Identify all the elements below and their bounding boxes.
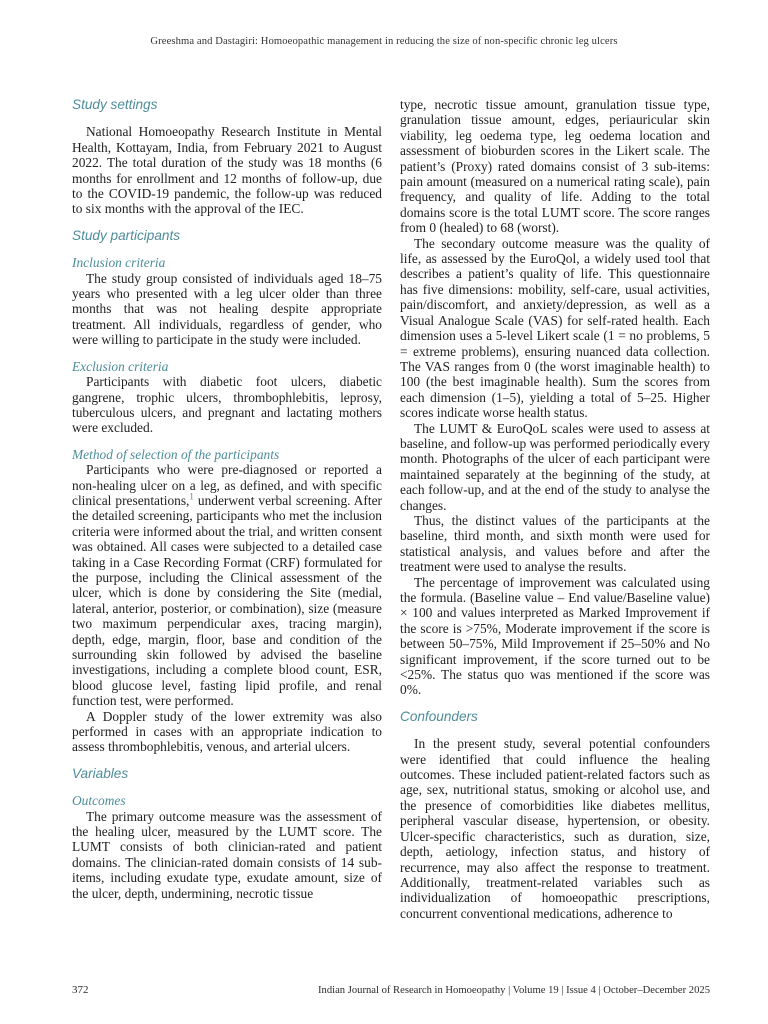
section-heading-study-settings: Study settings xyxy=(72,97,158,112)
paragraph-inclusion-criteria: The study group consisted of individuals aged 18–75 years who presented with a leg ulcer older than three months that was not healing despite appropriate treatment. All individuals, regardless of gender, who were willing to participate in the study were included. xyxy=(72,270,382,348)
article-body xyxy=(72,97,710,921)
paragraph-statistical-values: Thus, the distinct values of the participants at the baseline, third month, and sixth month were used for statistical analysis, and values before and after the treatment were used to analyse the results. xyxy=(400,512,710,575)
running-head: Greeshma and Dastagiri: Homoeopathic management in reducing the size of non-specific chronic leg ulcers xyxy=(150,36,618,47)
journal-footer-line: Indian Journal of Research in Homoeopathy | Volume 19 | Issue 4 | October–December 2025 xyxy=(318,985,710,996)
paragraph-method-of-selection xyxy=(72,462,382,709)
paragraph-percentage-improvement: The percentage of improvement was calculated using the formula. (Baseline value – End value/Baseline value) × 100 and values interpreted as Marked Improvement if the score is >75%, Moderate improvement if the score is between 50–75%, Mild Improvement if 25–50% and No significant improvement, if the score turned out to be <25%. The status quo was mentioned if the score was 0%. xyxy=(400,574,710,698)
subheading-outcomes: Outcomes xyxy=(72,793,126,809)
section-heading-confounders: Confounders xyxy=(400,708,478,724)
paragraph-confounders: In the present study, several potential confounders were identified that could influence the healing outcomes. These included patient-related factors such as age, sex, nutritional status, smoking or alcohol use, and the presence of comorbidities like diabetes mellitus, peripheral vascular disease, hypertension, or obesity. Ulcer-specific characteristics, such as duration, size, depth, aetiology, infection status, and history of recurrence, may also affect the response to treatment. Additionally, treatment-related variables such as individualization of homoeopathic prescriptions, concurrent conventional medications, adherence to xyxy=(400,736,710,921)
right-column xyxy=(400,97,710,921)
left-column xyxy=(72,97,382,921)
paragraph-secondary-outcome: The secondary outcome measure was the quality of life, as assessed by the EuroQol, a widely used tool that describes a patient’s quality of life. This questionnaire has five dimensions: mobility, self-care, usual activities, pain/discomfort, and anxiety/depression, as well as a Visual Analogue Scale (VAS) for self-rated health. Each dimension uses a 5-level Likert scale (1 = no problems, 5 = extreme problems), ensuring nuanced data collection. The VAS ranges from 0 (the worst imaginable health) to 100 (the best imaginable health). Sum the scores from each dimension (1–5), yielding a total of 5–25. Higher scores indicate worse health status. xyxy=(400,235,710,421)
paragraph-lumt-continuation: type, necrotic tissue amount, granulation tissue type, granulation tissue amount, edges, periauricular skin viability, leg oedema type, leg oedema location and assessment of bioburden scores in the Likert scale. The patient’s (Proxy) rated domains consist of 3 sub-items: pain amount (measured on a numerical rating scale), pain frequency, and quality of life. Adding to the total domains score is the total LUMT score. The score ranges from 0 (healed) to 68 (worst). xyxy=(400,97,710,236)
subheading-inclusion-criteria: Inclusion criteria xyxy=(72,255,166,271)
paragraph-doppler: A Doppler study of the lower extremity was also performed in cases with an appropriate indication to assess thrombophlebitis, venous, and arterial ulcers. xyxy=(72,708,382,755)
page-number: 372 xyxy=(72,984,89,996)
subheading-exclusion-criteria: Exclusion criteria xyxy=(72,358,169,374)
method-text-before-ref: Participants who were pre-diagnosed or reported a non-healing ulcer on a leg, as defined, and with specific clinical presentations, xyxy=(72,462,382,508)
section-heading-variables: Variables xyxy=(72,765,129,781)
paragraph-outcomes: The primary outcome measure was the assessment of the healing ulcer, measured by the LUMT score. The LUMT consists of both clinician-rated and patient domains. The clinician-rated domain consists of 14 sub-items, including exudate type, exudate amount, size of the ulcer, depth, undermining, necrotic tissue xyxy=(72,808,382,901)
method-text-after-ref: underwent verbal screening. After the detailed screening, participants who met the inclusion criteria were informed about the trial, and written consent was obtained. All cases were subjected to a detailed case taking in a Case Recording Format (CRF) formulated for the purpose, including the Clinical assessment of the ulcer, which is done by considering the Site (medial, lateral, anterior, posterior, or combination), size (measure two maximum perpendicular axes, tracing margin), depth, edge, margin, floor, base and condition of the surrounding skin followed by advised the baseline investigations, including a complete blood count, ESR, blood glucose level, fasting lipid profile, and renal function test, were performed. xyxy=(72,492,382,709)
subheading-method-of-selection: Method of selection of the participants xyxy=(72,446,280,462)
paragraph-lumt-euroqol-followup: The LUMT & EuroQoL scales were used to assess at baseline, and follow-up was performed periodically every month. Photographs of the ulcer of each participant were maintained separately at the beginning of the study, at each follow-up, and at the end of the study to analyse the changes. xyxy=(400,420,710,513)
citation-ref-1[interactable]: 1 xyxy=(189,491,194,502)
paragraph-study-settings: National Homoeopathy Research Institute in Mental Health, Kottayam, India, from February 2021 to August 2022. The total duration of the study was 18 months (6 months for enrollment and 12 months of follow-up, due to the COVID-19 pandemic, the follow-up was reduced to six months with the approval of the IEC. xyxy=(72,124,382,217)
page-footer xyxy=(72,984,710,996)
paragraph-exclusion-criteria: Participants with diabetic foot ulcers, diabetic gangrene, trophic ulcers, thrombophlebitis, leprosy, tuberculous ulcers, and pregnant and lactating mothers were excluded. xyxy=(72,374,382,436)
section-heading-study-participants: Study participants xyxy=(72,227,181,243)
